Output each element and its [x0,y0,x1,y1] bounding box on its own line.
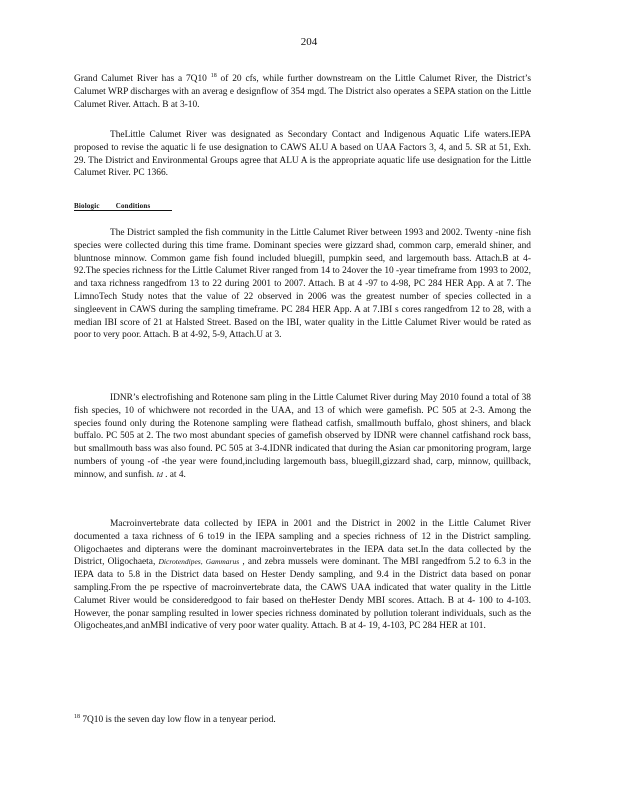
citation-italic: Id [156,469,163,479]
footnote [74,714,276,726]
footnote-text: 7Q10 is the seven day low flow in a tenyear period. [80,715,276,725]
paragraph-text: of 20 cfs, while further downstream on the Little Calumet River, the District’s Calumet WRP discharges with an averag e designflow of 354 mgd. The District also operates a SEPA station on the Little Calumet River. Attach. B at 3-10. [74,74,532,110]
paragraph-text: IDNR’s electrofishing and Rotenone sam pling in the Little Calumet River during May 2010 found a total of 38 fish species, 10 of whichwere not recorded in the UAA, and 13 of which were gamefish. PC 505 at 2-3. Among the species found only during the Rotenone sampling were flathead catfish, smallmouth buffalo, ghost shiners, and black buffalo. PC 505 at 2. The two most abundant species of gamefish observed by IDNR were channel catfishand rock bass, but smallmouth bass was also found. PC 505 at 3-4.IDNR indicated that during the Asian car pmonitoring program, large numbers of young -of -the year were found,including largemouth bass, bluegill,gizzard shad, carp, minnow, quillback, minnow, and sunfish. [74,393,531,480]
paragraph-designation [74,129,531,180]
paragraph-text: Macroinvertebrate data collected by IEPA in 2001 and the District in 2002 in the Little Calumet River documented a taxa richness of 6 to19 in the IEPA sampling and a species richness of 12 in the District sampling. Oligochaetes and dipterans were the dominant macroinvertebrates in the IEPA data set.In the data collected by the District, Oligochaeta, [74,519,531,568]
section-heading [74,202,172,211]
paragraph-text: TheLittle Calumet River was designated as Secondary Contact and Indigenous Aquatic Life waters.IEPA proposed to revise the aquatic li fe use designation to CAWS ALU A based on UAA Factors 3, 4, and 5. SR at 51, Exh. 29. The District and Environmental Groups agree that ALU A is the appropriate aquatic life use designation for the Little Calumet River. PC 1366. [74,130,531,179]
taxon-italic: Gammarus [205,557,240,567]
footnote-reference: 18 [210,72,217,79]
page-number: 204 [300,36,318,48]
paragraph-macroinvertebrate [74,518,531,633]
heading-word: Biologic [74,202,100,210]
paragraph-fish-community [74,227,531,342]
paragraph-text: , and zebra mussels were dominant. The MBI rangedfrom 5.2 to 6.3 in the IEPA data to 5.8 in the District data based on Hester Dendy sampling, and 9.4 in the District data based on ponar sampling.From the pe rspective of macroinvertebrate data, the CAWS UAA indicated that water quality in the Little Calumet River would be consideredgood to fair based on theHester Dendy MBI scores. Attach. B at 4- 100 to 4-103. However, the ponar sampling resulted in lower species richness dominated by pollution tolerant individuals, such as the Oligocheates,and anMBI indicative of very poor water quality. Attach. B at 4- 19, 4-103, PC 284 HER at 101. [74,557,532,632]
footnote-number: 18 [74,713,80,720]
paragraph-text: Grand Calumet River has a 7Q10 [74,74,211,84]
heading-word: Conditions [115,202,151,210]
paragraph-7q10 [74,73,531,111]
paragraph-idnr-sampling [74,392,531,482]
taxon-italic: Dicrotendipes, [158,557,203,567]
paragraph-text: The District sampled the fish community in the Little Calumet River between 1993 and 2002. Twenty -nine fish species were collected during this time frame. Dominant species were gizzard shad, common carp, emerald shiner, and bluntnose minnow. Common game fish found included bluegill, pumpkin seed, and largemouth bass. Attach.B at 4- 92.The species richness for the Little Calumet River ranged from 14 to 24over the 10 -year timeframe from 1993 to 2002, and taxa richness rangedfrom 13 to 22 during 2001 to 2007. Attach. B at 4 -97 to 4-98, PC 284 HER App. A at 7. The LimnoTech Study notes that the value of 22 observed in 2006 was the greatest number of species collected in a singleevent in CAWS during the sampling timeframe. PC 284 HER App. A at 7.IBI s cores rangedfrom 12 to 28, with a median IBI score of 21 at Halsted Street. Based on the IBI, water quality in the Little Calumet River would be rated as poor to very poor. Attach. B at 4-92, 5-9, Attach.U at 3. [74,228,531,341]
paragraph-text: . at 4. [162,469,186,480]
